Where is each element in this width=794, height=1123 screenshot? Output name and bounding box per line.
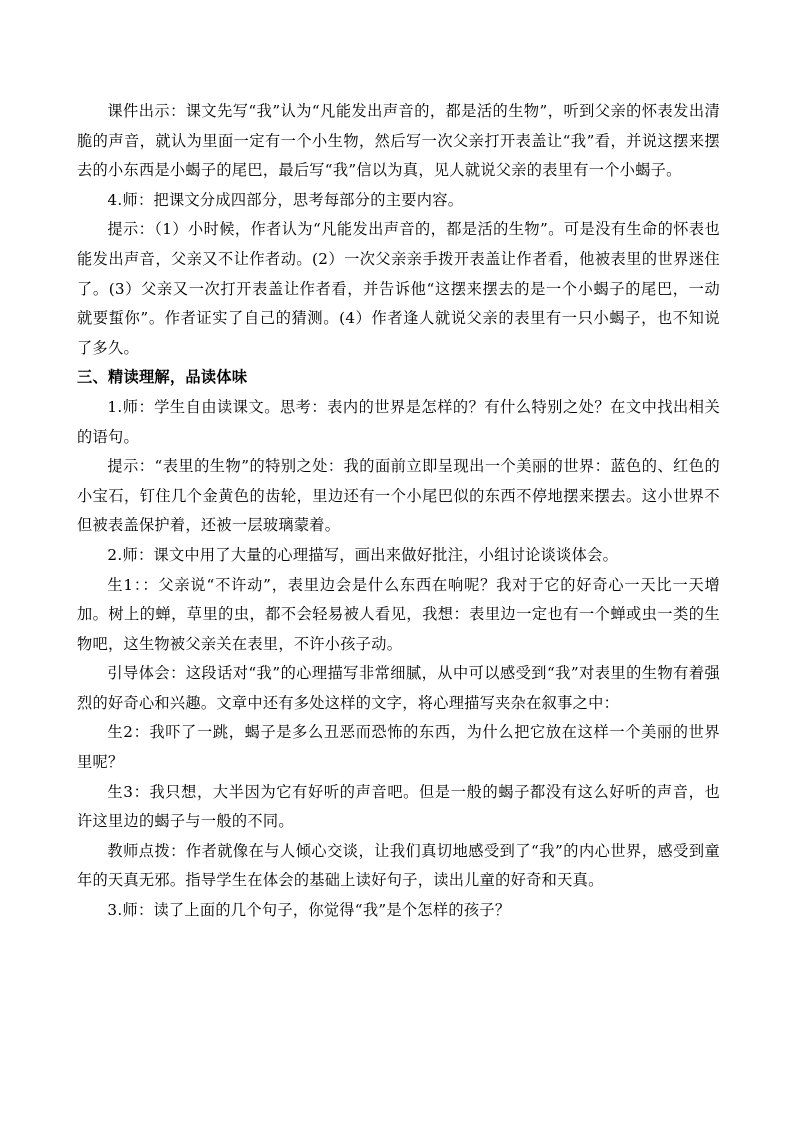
paragraph-task-2: 2.师：课文中用了大量的心理描写，画出来做好批注，小组讨论谈谈体会。 — [107, 545, 619, 564]
paragraph-task-1: 1.师：学生自由读课文。思考：表内的世界是怎样的？有什么特别之处？在文中找出相关的语句。 — [77, 397, 720, 446]
document-body — [77, 97, 720, 926]
section-heading-3: 三、精读理解，品读体味 — [77, 368, 248, 387]
paragraph-guidance: 引导体会：这段话对“我”的心理描写非常细腻，从中可以感受到“我”对表里的生物有着强烈的好奇心和兴趣。文章中还有多处这样的文字，将心理描写夹杂在叙事之中： — [77, 664, 720, 712]
paragraph-student-2: 生2：我吓了一跳，蝎子是多么丑恶而恐怖的东西，为什么把它放在这样一个美丽的世界里呢？ — [77, 723, 720, 772]
paragraph-student-1: 生1：：父亲说“不许动”，表里边会是什么东西在响呢？我对于它的好奇心一天比一天增加。树上的蝉，草里的虫，都不会轻易被人看见，我想：表里边一定也有一个蝉或虫一类的生物吧，这生物被父亲关在表里，不许小孩子动。 — [77, 575, 720, 653]
paragraph-courseware: 课件出示：课文先写“我”认为“凡能发出声音的，都是活的生物”，听到父亲的怀表发出清脆的声音，就认为里面一定有一个小生物，然后写一次父亲打开表盖让“我”看，并说这摆来摆去的小东西是小蝎子的尾巴，最后写“我”信以为真，见人就说父亲的表里有一个小蝎子。 — [77, 102, 720, 180]
paragraph-task-4: 4.师：把课文分成四部分，思考每部分的主要内容。 — [107, 190, 464, 209]
paragraph-hint-world: 提示：“表里的生物”的特别之处：我的面前立即呈现出一个美丽的世界：蓝色的、红色的小宝石，钉住几个金黄色的齿轮，里边还有一个小尾巴似的东西不停地摆来摆去。这小世界不但被表盖保护着，还被一层玻璃蒙着。 — [77, 457, 720, 535]
paragraph-student-3: 生3：我只想，大半因为它有好听的声音吧。但是一般的蝎子都没有这么好听的声音，也许这里边的蝎子与一般的不同。 — [77, 782, 720, 831]
paragraph-hint-parts: 提示：（1）小时候，作者认为“凡能发出声音的，都是活的生物”。可是没有生命的怀表也能发出声音，父亲又不让作者动。(2）一次父亲亲手拨开表盖让作者看，他被表里的世界迷住了。(3）父亲又一次打开表盖让作者看，并告诉他“这摆来摆去的是一个小蝎子的尾巴，一动就要蜇你”。作者证实了自己的猜测。(4）作者逢人就说父亲的表里有一只小蝎子，也不知说了多久。 — [77, 220, 720, 357]
paragraph-teacher-note: 教师点拨：作者就像在与人倾心交谈，让我们真切地感受到了“我”的内心世界，感受到童年的天真无邪。指导学生在体会的基础上读好句子，读出儿童的好奇和天真。 — [77, 841, 720, 890]
paragraph-task-3: 3.师：读了上面的几个句子，你觉得“我”是个怎样的孩子？ — [107, 901, 511, 920]
